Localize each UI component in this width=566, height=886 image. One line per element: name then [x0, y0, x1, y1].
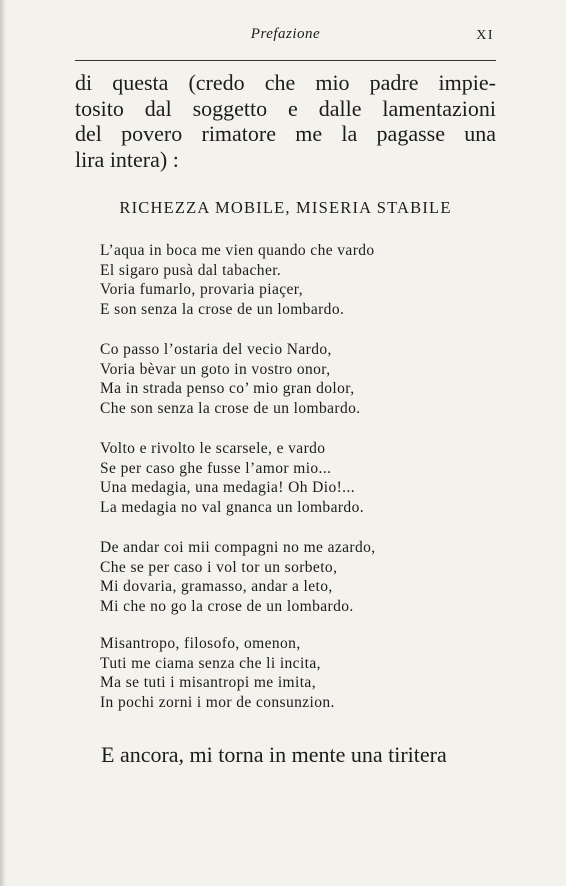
verse-line: Ma in strada penso co’ mio gran dolor,	[100, 380, 355, 397]
verse-line: Che son senza la crose de un lombardo.	[100, 399, 361, 417]
page-binding-edge	[0, 0, 6, 886]
verse-line: De andar coi mii compagni no me azardo,	[100, 539, 376, 556]
verse-line: Misantropo, filosofo, omenon,	[100, 635, 301, 652]
stanza	[100, 538, 480, 616]
stanza	[100, 634, 480, 712]
stanza	[100, 241, 480, 319]
verse-line: El sigaro pusà dal tabacher.	[100, 261, 282, 279]
verse-line: Voria bèvar un goto in vostro onor,	[100, 360, 331, 378]
prose-line: tosito dal soggetto e dalle lamentazioni	[75, 95, 496, 121]
verse-line: Tuti me ciama senza che li incita,	[100, 654, 321, 672]
prose-line: del povero rimatore me la pagasse una	[75, 121, 496, 146]
running-title: Prefazione	[250, 26, 321, 42]
poem-title: RICHEZZA MOBILE, MISERIA STABILE	[119, 198, 452, 217]
stanza	[100, 439, 480, 517]
verse-line: Co passo l’ostaria del vecio Nardo,	[100, 341, 332, 358]
verse-line: Volto e rivolto le scarsele, e vardo	[100, 440, 326, 457]
verse-line: L’aqua in boca me vien quando che vardo	[100, 242, 375, 259]
prose-line: di questa (credo che mio padre impie-	[75, 70, 496, 95]
closing-paragraph: E ancora, mi torna in mente una tiritera	[101, 742, 447, 767]
page-number: XI	[476, 28, 494, 43]
prose-line: lira intera) :	[75, 146, 179, 172]
verse-line: In pochi zorni i mor de consunzion.	[100, 693, 335, 711]
header-rule	[75, 60, 496, 61]
running-head	[75, 26, 496, 50]
intro-paragraph	[75, 70, 496, 172]
verse-line: Una medagia, una medagia! Oh Dio!...	[100, 479, 355, 496]
verse-line: Mi che no go la crose de un lombardo.	[100, 597, 354, 615]
verse-line: Mi dovaria, gramasso, andar a leto,	[100, 578, 333, 595]
verse-line: Se per caso ghe fusse l’amor mio...	[100, 459, 332, 477]
verse-line: Che se per caso i vol tor un sorbeto,	[100, 558, 338, 576]
verse-line: La medagia no val gnanca un lombardo.	[100, 498, 365, 516]
verse-line: Voria fumarlo, provaria piaçer,	[100, 281, 304, 298]
verse-line: Ma se tuti i misantropi me imita,	[100, 674, 316, 691]
stanza	[100, 340, 480, 418]
verse-line: E son senza la crose de un lombardo.	[100, 300, 345, 318]
